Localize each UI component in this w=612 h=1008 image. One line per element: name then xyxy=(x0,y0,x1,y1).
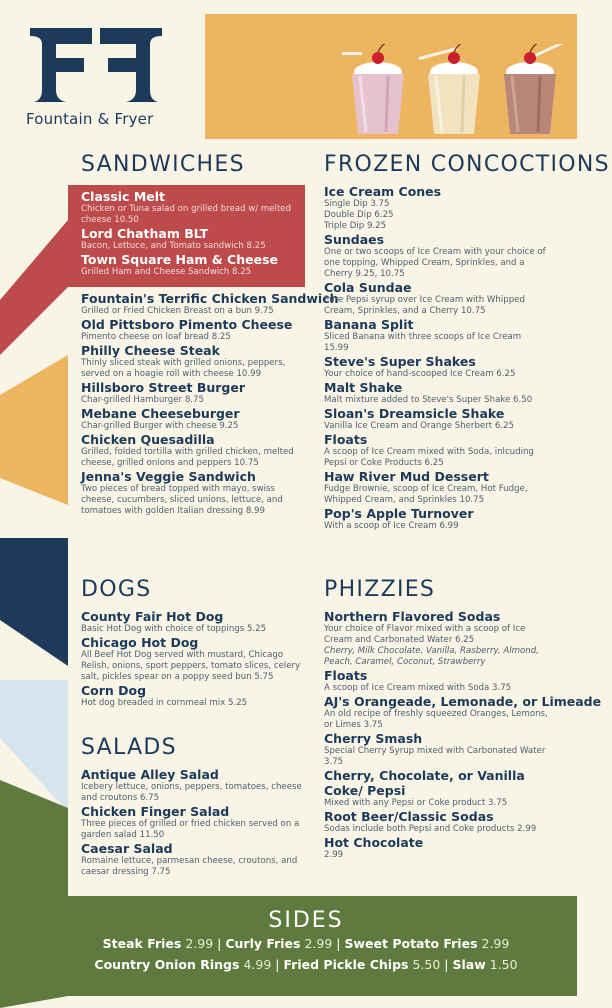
logo-mark xyxy=(26,24,166,106)
item-desc: Grilled, folded tortilla with grilled chicken, melted cheese, grilled onions and peppers 10.75 xyxy=(81,447,294,468)
item-name: Lord Chatham BLT xyxy=(81,226,209,241)
vanilla-shake-image xyxy=(418,44,490,136)
red-stripe xyxy=(0,220,68,355)
item-name: Northern Flavored Sodas xyxy=(324,609,501,624)
item-desc: Grilled Ham and Cheese Sandwich 8.25 xyxy=(81,267,252,277)
item-desc: Char-grilled Hamburger 8.75 xyxy=(81,395,204,405)
item-name: Chicago Hot Dog xyxy=(81,635,199,650)
item-desc: Chicken or Tuna salad on grilled bread w/ melted cheese 10.50 xyxy=(81,204,292,225)
menu-item xyxy=(324,354,548,380)
menu-item xyxy=(81,609,305,635)
flavor-list: Cherry, Milk Chocolate, Vanilla, Rasberry, Almond, Peach, Caramel, Coconut, Strawberry xyxy=(324,646,539,667)
menu-item xyxy=(324,809,548,835)
separator: | xyxy=(336,936,341,951)
menu-item xyxy=(81,469,303,517)
item-desc: Grilled or Fried Chicken Breast on a bun 9.75 xyxy=(81,306,274,316)
item-name: Root Beer/Classic Sodas xyxy=(324,809,494,824)
item-name: Caesar Salad xyxy=(81,841,173,856)
brand-name: Fountain & Fryer xyxy=(26,110,154,128)
item-name: Cherry, Chocolate, or Vanilla Coke/ Pepsi xyxy=(324,768,525,798)
item-name: Malt Shake xyxy=(324,380,403,395)
item-desc: Malt mixture added to Steve's Super Shake 6.50 xyxy=(324,395,533,405)
menu-item xyxy=(81,406,303,432)
side-price: 2.99 xyxy=(185,936,214,951)
side-name: Slaw xyxy=(452,957,486,972)
menu-item xyxy=(81,317,303,343)
menu-item xyxy=(324,506,548,532)
menu-item xyxy=(81,841,305,878)
separator: | xyxy=(275,957,280,972)
item-name: Cola Sundae xyxy=(324,280,412,295)
menu-item xyxy=(324,317,548,354)
item-name: Philly Cheese Steak xyxy=(81,343,220,358)
featured-sandwiches-list xyxy=(81,189,303,278)
item-name: Haw River Mud Dessert xyxy=(324,469,489,484)
item-desc: A scoop of Ice Cream mixed with Soda 3.75 xyxy=(324,683,512,693)
item-name: Mebane Cheeseburger xyxy=(81,406,240,421)
menu-item xyxy=(81,683,305,709)
item-desc: Your choice of Flavor mixed with a scoop of Ice Cream and Carbonated Water 6.25 xyxy=(324,624,526,645)
menu-item xyxy=(324,406,548,432)
item-desc: Vanilla Ice Cream and Orange Sherbert 6.25 xyxy=(324,421,514,431)
menu-item xyxy=(81,189,303,226)
menu-item xyxy=(81,226,303,252)
item-desc: Pure Pepsi syrup over Ice Cream with Whipped Cream, Sprinkles, and a Cherry 10.75 xyxy=(324,295,525,316)
sandwiches-title: SANDWICHES xyxy=(81,152,245,177)
item-desc: Thinly sliced steak with grilled onions, peppers, served on a hoagie roll with cheese 10.99 xyxy=(81,358,286,379)
item-name: Hot Chocolate xyxy=(324,835,424,850)
sides-title: SIDES xyxy=(268,908,344,933)
dogs-list xyxy=(81,609,305,709)
item-name: Banana Split xyxy=(324,317,414,332)
item-name: Jenna's Veggie Sandwich xyxy=(81,469,256,484)
menu-item xyxy=(81,343,303,380)
dogs-title: DOGS xyxy=(81,577,152,602)
chocolate-shake-image xyxy=(494,44,566,136)
strawberry-shake-image xyxy=(342,44,414,136)
side-price: 5.50 xyxy=(412,957,441,972)
menu-item xyxy=(324,731,548,768)
item-desc: Char-grilled Burger with cheese 9.25 xyxy=(81,421,239,431)
sides-line-2 xyxy=(0,957,612,972)
phizzies-list xyxy=(324,609,602,861)
item-name: Steve's Super Shakes xyxy=(324,354,476,369)
item-desc: Single Dip 3.75 Double Dip 6.25 Triple Dip 9.25 xyxy=(324,199,394,231)
menu-item xyxy=(324,184,548,232)
sides-line-1 xyxy=(0,936,612,951)
item-desc: Sliced Banana with three scoops of Ice Cream 15.99 xyxy=(324,332,522,353)
item-name: Old Pittsboro Pimento Cheese xyxy=(81,317,293,332)
item-desc: One or two scoops of Ice Cream with your choice of one topping, Whipped Cream, Sprinkles, and a Cherry 9.25, 10.75 xyxy=(324,247,546,279)
salads-title: SALADS xyxy=(81,735,177,760)
menu-item xyxy=(81,252,303,278)
item-name: Sundaes xyxy=(324,232,385,247)
menu-item xyxy=(81,380,303,406)
item-desc: Basic Hot Dog with choice of toppings 5.25 xyxy=(81,624,267,634)
frozen-title: FROZEN CONCOCTIONS xyxy=(324,152,610,177)
side-price: 1.50 xyxy=(489,957,518,972)
item-desc: All Beef Hot Dog served with mustard, Chicago Relish, onions, sport peppers, tomato slices, celery salt, pickles spear on a poppy seed bun 5.75 xyxy=(81,650,301,682)
menu-item xyxy=(324,835,548,861)
item-name: Pop's Apple Turnover xyxy=(324,506,474,521)
item-name: Town Square Ham & Cheese xyxy=(81,252,279,267)
item-name: Ice Cream Cones xyxy=(324,184,442,199)
side-name: Steak Fries xyxy=(102,936,182,951)
menu-item xyxy=(324,469,548,506)
side-name: Curly Fries xyxy=(225,936,301,951)
item-name: AJ's Orangeade, Lemonade, or Limeade xyxy=(324,694,602,709)
item-desc: Mixed with any Pepsi or Coke product 3.75 xyxy=(324,798,508,808)
item-name: Hillsboro Street Burger xyxy=(81,380,246,395)
side-name: Fried Pickle Chips xyxy=(283,957,409,972)
item-name: Fountain's Terrific Chicken Sandwich xyxy=(81,291,339,306)
item-name: Sloan's Dreamsicle Shake xyxy=(324,406,505,421)
item-name: Classic Melt xyxy=(81,189,165,204)
menu-item xyxy=(324,380,548,406)
menu-item xyxy=(81,432,303,469)
menu-item xyxy=(324,668,548,694)
item-desc: Fudge Brownie, scoop of Ice Cream, Hot Fudge, Whipped Cream, and Sprinkles 10.75 xyxy=(324,484,528,505)
side-price: 2.99 xyxy=(481,936,510,951)
item-name: County Fair Hot Dog xyxy=(81,609,224,624)
item-name: Floats xyxy=(324,432,368,447)
menu-item xyxy=(81,291,339,317)
item-desc: Three pieces of grilled or fried chicken served on a garden salad 11.50 xyxy=(81,819,300,840)
item-name: Chicken Quesadilla xyxy=(81,432,215,447)
sandwiches-list xyxy=(81,291,339,517)
menu-item xyxy=(324,609,548,668)
salads-list xyxy=(81,767,305,878)
separator: | xyxy=(444,957,449,972)
item-desc: Romaine lettuce, parmesan cheese, croutons, and caesar dressing 7.75 xyxy=(81,856,298,877)
item-desc: With a scoop of Ice Cream 6.99 xyxy=(324,521,459,531)
side-price: 4.99 xyxy=(243,957,272,972)
menu-item xyxy=(324,694,602,731)
item-name: Floats xyxy=(324,668,368,683)
item-desc: 2.99 xyxy=(324,850,344,860)
item-desc: Sodas include both Pepsi and Coke products 2.99 xyxy=(324,824,537,834)
menu-item xyxy=(324,280,548,317)
item-name: Antique Alley Salad xyxy=(81,767,219,782)
item-desc: A scoop of Ice Cream mixed with Soda, inlcuding Pepsi or Coke Products 6.25 xyxy=(324,447,534,468)
item-desc: Bacon, Lettuce, and Tomato sandwich 8.25 xyxy=(81,241,266,251)
side-name: Sweet Potato Fries xyxy=(344,936,478,951)
item-desc: Pimento cheese on loaf bread 8.25 xyxy=(81,332,231,342)
menu-item xyxy=(81,635,305,683)
menu-item xyxy=(81,767,305,804)
item-name: Chicken Finger Salad xyxy=(81,804,230,819)
item-desc: Icebery lettuce, onions, peppers, tomatoes, cheese and croutons 6.75 xyxy=(81,782,302,803)
item-name: Corn Dog xyxy=(81,683,147,698)
item-name: Cherry Smash xyxy=(324,731,423,746)
separator: | xyxy=(217,936,222,951)
menu-item xyxy=(324,232,548,280)
item-desc: Two pieces of bread topped with mayo, swiss cheese, cucumbers, sliced unions, lettuce, and tomatoes with golden Italian dressing 8.99 xyxy=(81,484,283,516)
item-desc: Special Cherry Syrup mixed with Carbonated Water 3.75 xyxy=(324,746,546,767)
orange-stripe xyxy=(0,355,68,505)
side-name: Country Onion Rings xyxy=(94,957,240,972)
menu-item xyxy=(324,768,548,809)
item-desc: An old recipe of freshly squeezed Oranges, Lemons, or Limes 3.75 xyxy=(324,709,548,730)
navy-stripe xyxy=(0,538,68,666)
item-desc: Your choice of hand-scooped Ice Cream 6.25 xyxy=(324,369,516,379)
item-desc: Hot dog breaded in cornmeal mix 5.25 xyxy=(81,698,248,708)
phizzies-title: PHIZZIES xyxy=(324,577,436,602)
menu-item xyxy=(324,432,548,469)
side-price: 2.99 xyxy=(304,936,333,951)
menu-item xyxy=(81,804,305,841)
frozen-list xyxy=(324,184,548,532)
